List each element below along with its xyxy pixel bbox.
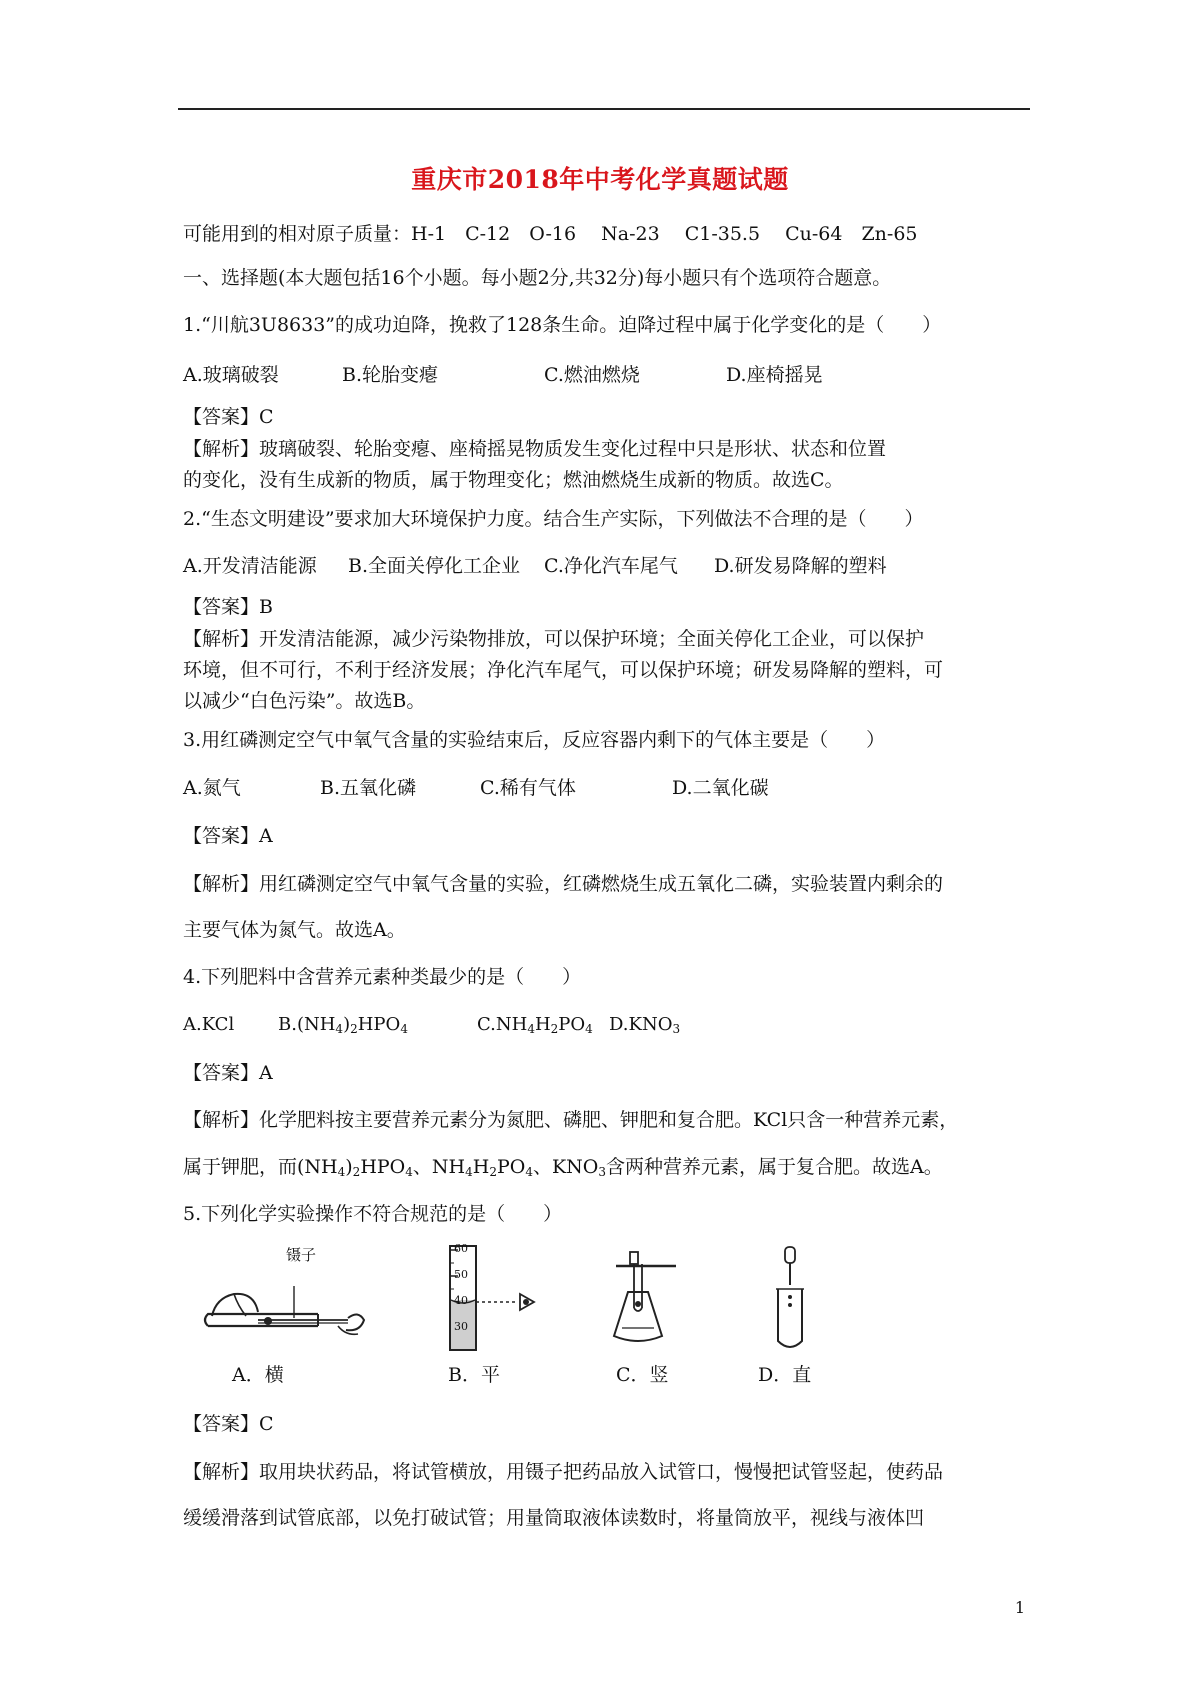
tick-50: 50 xyxy=(454,1268,468,1281)
tick-40: 40 xyxy=(454,1294,468,1307)
q1-analysis-line1: 【解析】玻璃破裂、轮胎变瘪、座椅摇晃物质发生变化过程中只是形状、状态和位置 xyxy=(183,438,887,460)
figure-d-dropper-test-tube xyxy=(766,1245,816,1355)
q4-option-a: A.KCl xyxy=(183,1014,235,1035)
q2-option-b: B.全面关停化工企业 xyxy=(348,555,521,577)
q3-option-d: D.二氧化碳 xyxy=(672,777,769,799)
page-number: 1 xyxy=(1014,1598,1025,1617)
q2-option-d: D.研发易降解的塑料 xyxy=(714,555,887,577)
figure-b-label: B．平 xyxy=(448,1364,500,1386)
q5-stem: 5.下列化学实验操作不符合规范的是（ ） xyxy=(183,1203,563,1225)
q4-option-c: $C.NH_4H_2PO_4$ xyxy=(477,1014,593,1036)
q1-option-a: A.玻璃破裂 xyxy=(183,364,279,386)
q4-stem: 4.下列肥料中含营养元素种类最少的是（ ） xyxy=(183,966,582,988)
atomic-masses: 可能用到的相对原子质量：H-1 C-12 O-16 Na-23 C1-35.5 Cu-64 Zn-65 xyxy=(183,223,918,245)
q1-stem: 1.“川航3U8633”的成功迫降，挽救了128条生命。迫降过程中属于化学变化的是（ ） xyxy=(183,314,942,336)
q2-option-a: A.开发清洁能源 xyxy=(183,555,317,577)
q4-option-b: $B.(NH_4)_2HPO_4$ xyxy=(278,1014,408,1036)
q3-analysis-line2: 主要气体为氮气。故选A。 xyxy=(183,919,406,941)
q1-answer: 【答案】C xyxy=(183,406,274,428)
q5-answer: 【答案】C xyxy=(183,1413,274,1435)
q3-option-c: C.稀有气体 xyxy=(480,777,576,799)
tweezer-label: 镊子 xyxy=(286,1246,317,1264)
tick-30: 30 xyxy=(454,1320,468,1333)
q3-analysis-line1: 【解析】用红磷测定空气中氧气含量的实验，红磷燃烧生成五氧化二磷，实验装置内剩余的 xyxy=(183,873,944,895)
q4-answer: 【答案】A xyxy=(183,1062,273,1084)
q3-stem: 3.用红磷测定空气中氧气含量的实验结束后，反应容器内剩下的气体主要是（ ） xyxy=(183,729,886,751)
figure-a-test-tube-tweezers xyxy=(198,1246,368,1350)
q2-option-c: C.净化汽车尾气 xyxy=(544,555,678,577)
q4-analysis-line2: 属于钾肥，而$(NH_4)_2HPO_4$、$NH_4H_2PO_4$、$KNO_3$含两种营养元素，属于复合肥。故选A。 xyxy=(183,1156,943,1179)
header-rule xyxy=(178,108,1030,110)
q5-analysis-line1: 【解析】取用块状药品，将试管横放，用镊子把药品放入试管口，慢慢把试管竖起，使药品 xyxy=(183,1461,944,1483)
figure-c-vertical-tube-flask xyxy=(606,1250,686,1354)
figure-d-label: D．直 xyxy=(758,1364,812,1386)
q1-option-c: C.燃油燃烧 xyxy=(544,364,640,386)
q2-analysis-line2: 环境，但不可行，不利于经济发展；净化汽车尾气，可以保护环境；研发易降解的塑料，可 xyxy=(183,659,944,681)
q1-option-b: B.轮胎变瘪 xyxy=(342,364,439,386)
q4-option-d: $D.KNO_3$ xyxy=(609,1014,681,1036)
q1-analysis-line2: 的变化，没有生成新的物质，属于物理变化；燃油燃烧生成新的物质。故选C。 xyxy=(183,469,844,491)
section-heading: 一、选择题(本大题包括16个小题。每小题2分,共32分)每小题只有个选项符合题意。 xyxy=(183,267,892,289)
q2-stem: 2.“生态文明建设”要求加大环境保护力度。结合生产实际，下列做法不合理的是（ ） xyxy=(183,508,924,530)
q3-option-a: A.氮气 xyxy=(183,777,241,799)
q5-analysis-line2: 缓缓滑落到试管底部，以免打破试管；用量筒取液体读数时，将量筒放平，视线与液体凹 xyxy=(183,1507,925,1529)
figure-c-label: C．竖 xyxy=(616,1364,669,1386)
page-title: 重庆市2018年中考化学真题试题 xyxy=(411,165,789,194)
tick-60: 60 xyxy=(454,1242,468,1255)
q2-answer: 【答案】B xyxy=(183,596,273,618)
q2-analysis-line3: 以减少“白色污染”。故选B。 xyxy=(183,690,426,712)
q3-answer: 【答案】A xyxy=(183,825,273,847)
figure-b-graduated-cylinder xyxy=(436,1238,546,1354)
q4-analysis-line1: 【解析】化学肥料按主要营养元素分为氮肥、磷肥、钾肥和复合肥。KCl只含一种营养元素， xyxy=(183,1109,959,1131)
q2-analysis-line1: 【解析】开发清洁能源，减少污染物排放，可以保护环境；全面关停化工企业，可以保护 xyxy=(183,628,925,650)
q3-option-b: B.五氧化磷 xyxy=(320,777,417,799)
q1-option-d: D.座椅摇晃 xyxy=(726,364,823,386)
figure-a-label: A．横 xyxy=(232,1364,284,1386)
